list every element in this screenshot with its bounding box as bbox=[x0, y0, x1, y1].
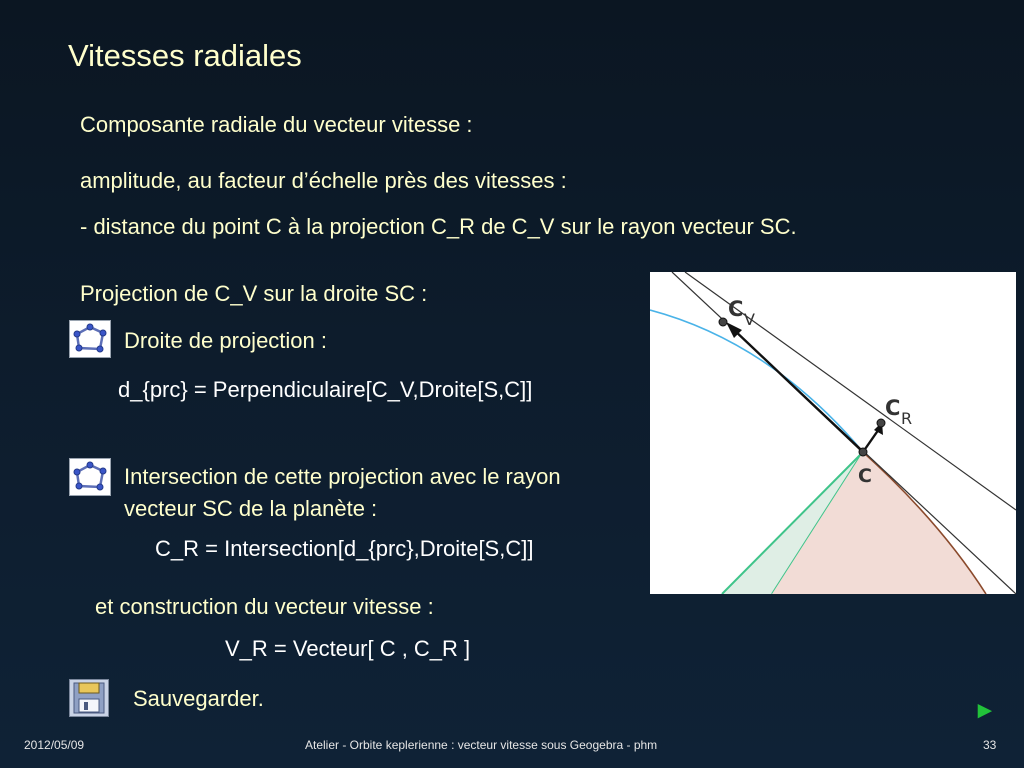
slide-title: Vitesses radiales bbox=[68, 38, 302, 73]
command-intersection: C_R = Intersection[d_{prc},Droite[S,C]] bbox=[155, 536, 534, 561]
footer-page-number: 33 bbox=[983, 738, 997, 752]
text-radial-component: Composante radiale du vecteur vitesse : bbox=[80, 112, 473, 137]
polygon-tool-icon[interactable] bbox=[69, 458, 111, 496]
command-perpendicular: d_{prc} = Perpendiculaire[C_V,Droite[S,C]] bbox=[118, 377, 533, 402]
point-cv bbox=[719, 318, 727, 326]
label-c: C bbox=[858, 465, 872, 487]
point-cr bbox=[877, 419, 885, 427]
text-vector-construction: et construction du vecteur vitesse : bbox=[95, 594, 434, 619]
footer-date: 2012/05/09 bbox=[24, 738, 85, 752]
orbit-arc-blue bbox=[650, 310, 863, 452]
footer-title: Atelier - Orbite keplerienne : vecteur vitesse sous Geogebra - phm bbox=[305, 738, 658, 752]
text-intersection-a: Intersection de cette projection avec le rayon bbox=[124, 464, 561, 489]
text-distance: - distance du point C à la projection C_R de C_V sur le rayon vecteur SC. bbox=[80, 214, 797, 239]
label-cr-sub: R bbox=[901, 409, 913, 428]
text-intersection-b: vecteur SC de la planète : bbox=[124, 496, 378, 521]
point-c bbox=[859, 448, 867, 456]
label-cv-main: C bbox=[728, 297, 744, 321]
vector-velocity bbox=[732, 328, 863, 452]
text-projection-heading: Projection de C_V sur la droite SC : bbox=[80, 281, 428, 306]
label-cv-sub: V bbox=[744, 310, 755, 329]
text-save: Sauvegarder. bbox=[133, 686, 264, 711]
command-vector: V_R = Vecteur[ C , C_R ] bbox=[225, 636, 471, 661]
floppy-disk-icon[interactable] bbox=[69, 679, 109, 717]
next-slide-arrow-icon[interactable]: ► bbox=[973, 697, 997, 724]
text-amplitude: amplitude, au facteur d’échelle près des vitesses : bbox=[80, 168, 567, 193]
geogebra-figure bbox=[650, 272, 1016, 594]
label-cr-main: C bbox=[885, 396, 901, 420]
text-projection-line: Droite de projection : bbox=[124, 328, 327, 353]
polygon-tool-icon[interactable] bbox=[69, 320, 111, 358]
